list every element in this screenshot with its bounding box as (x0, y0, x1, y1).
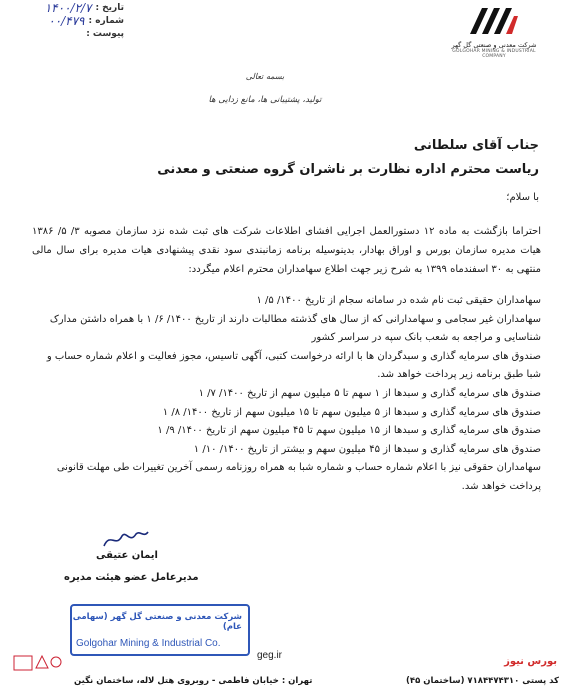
attachment-label: پیوست : (86, 29, 124, 39)
website: geg.ir (257, 650, 283, 661)
list-item: صندوق های سرمایه گذاری و سبدها از ۱۵ میلیون سهم تا ۴۵ میلیون سهم از تاریخ ۱۴۰۰/ ۹/ ۱ (157, 425, 541, 437)
logo-name-en: GOLGOHAR MINING & INDUSTRIAL COMPANY (452, 49, 536, 59)
schedule-list (32, 292, 541, 497)
stamp-name-fa: شرکت معدنی و صنعتی گل گهر (سهامی عام) (72, 612, 242, 632)
company-logo (449, 6, 539, 59)
logo-name-fa: شرکت معدنی و صنعتی گل گهر (451, 41, 537, 49)
greeting: با سلام؛ (506, 192, 539, 203)
handwritten-header (200, 72, 330, 105)
list-item: سهامداران غیر سجامی و سهامدارانی که از سال های گذشته مطالبات دارند از تاریخ ۱۴۰۰/ ۶/ ۱ با همراه داشتن مدارک شناسایی و مراجعه به شعب بانک سپه در سراسر کشور (49, 313, 541, 344)
golgohar-logo-icon (468, 6, 520, 36)
signature-scribble-icon (100, 528, 150, 550)
footer-address-left: تهران : خیابان فاطمی - روبروی هتل لاله، ساختمان نگین (74, 676, 313, 686)
list-item: صندوق های سرمایه گذاری و سبدها از ۱ سهم تا ۵ میلیون سهم از تاریخ ۱۴۰۰/ ۷/ ۱ (198, 387, 541, 399)
list-item: سهامداران حقیقی ثبت نام شده در سامانه سجام از تاریخ ۱۴۰۰/ ۵/ ۱ (256, 295, 541, 306)
signer-name: ایمان عتیقی (96, 550, 158, 561)
footer-emblem-icon (12, 652, 62, 672)
subject: ریاست محترم اداره نظارت بر ناشران گروه صنعتی و معدنی (157, 162, 539, 177)
footer-address-right: کد پستی ۷۱۸۴۴۷۴۳۱۰ (ساختمان ۴۵) (406, 676, 559, 686)
list-item: صندوق های سرمایه گذاری و سبدها از ۵ میلیون سهم تا ۱۵ میلیون سهم از تاریخ ۱۴۰۰/ ۸/ ۱ (162, 406, 541, 418)
stamp-name-en: Golgohar Mining & Industrial Co. (76, 638, 221, 649)
letter-meta (4, 2, 124, 41)
list-item: صندوق های سرمایه گذاری و سبدگردان ها با ارائه درخواست کتبی، آگهی تاسیس، مجوز فعالیت و اعلام شماره حساب و شبا طبق برنامه زیر پرداخت خواهد شد. (46, 350, 541, 381)
letter-body (32, 222, 541, 279)
date-label: تاریخ : (95, 3, 124, 13)
list-item: صندوق های سرمایه گذاری و سبدها از ۴۵ میلیون سهم و بیشتر از تاریخ ۱۴۰۰/ ۱۰/ ۱ (193, 443, 541, 455)
recipient: جناب آقای سلطانی (413, 138, 539, 153)
number-value: ۰۰/۴۷۹ (48, 14, 85, 28)
date-value: ۱۴۰۰/۲/۷ (44, 1, 92, 15)
basmala-text: بسمه تعالی (245, 72, 285, 81)
signer-title: مدیرعامل عضو هیئت مدیره (64, 572, 199, 583)
watermark-brand: بورس نیوز (504, 656, 557, 667)
motto-text: تولید، پشتیبانی ها، مانع زدایی ها (208, 95, 322, 105)
list-item: سهامداران حقوقی نیز با اعلام شماره حساب و شماره شبا به همراه روزنامه رسمی آخرین تغییرات طی مهلت قانونی پرداخت خواهد شد. (56, 462, 541, 492)
number-label: شماره : (88, 16, 124, 26)
intro-paragraph: احتراما بازگشت به ماده ۱۲ دستورالعمل اجرایی افشای اطلاعات شرکت های ثبت شده نزد سازمان مصوبه ۳/ ۵/ ۱۳۸۶ هیات مدیره سازمان بورس و اوراق بهادار، بدینوسیله برنامه زمانبندی سود نقدی پیشنهادی هیات مدیره برای سال مالی منتهی به ۳۰ اسفندماه ۱۳۹۹ به شرح زیر جهت اطلاع سهامداران محترم اعلام میگردد: (32, 226, 541, 275)
company-stamp (70, 604, 250, 656)
